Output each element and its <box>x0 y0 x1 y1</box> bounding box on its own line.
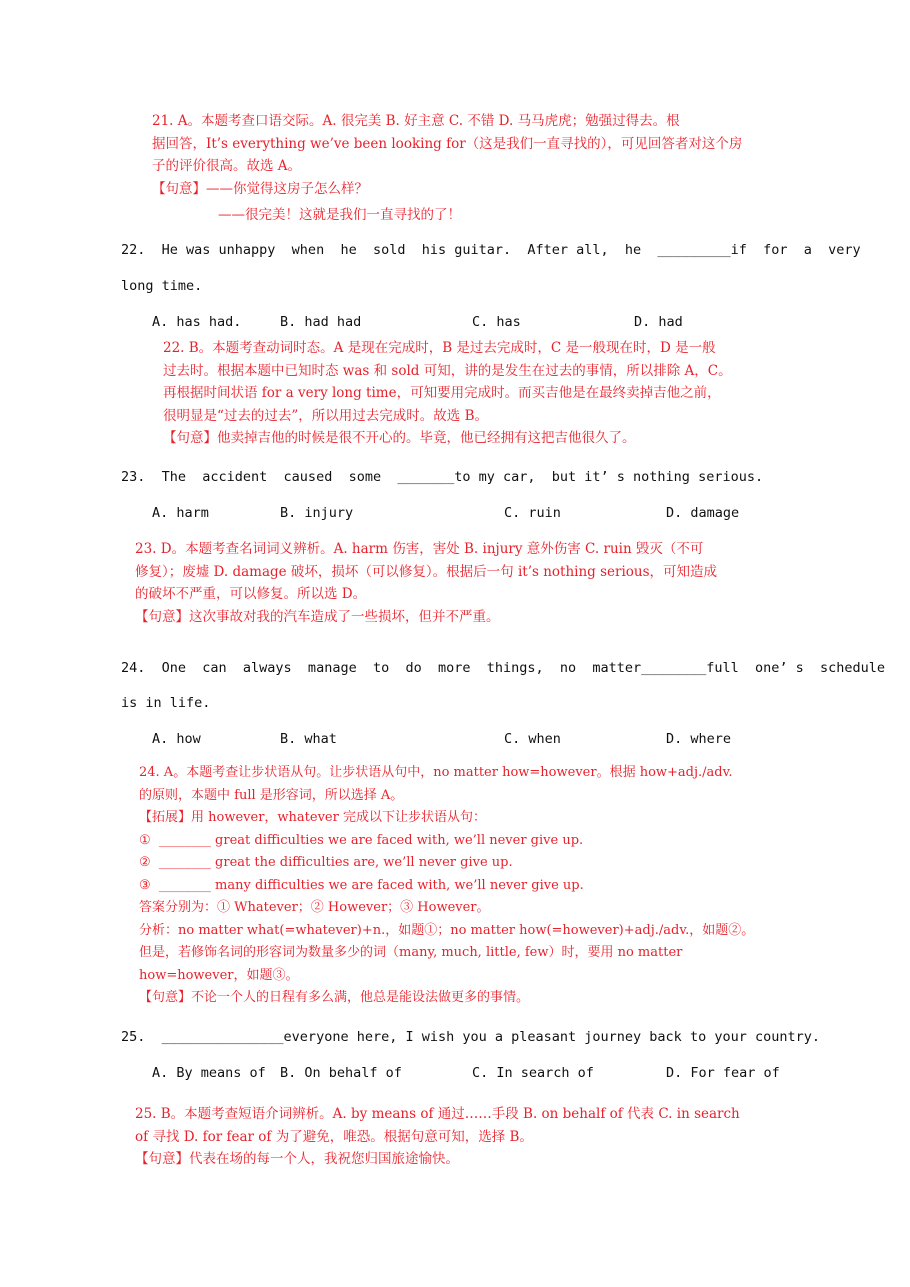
q23-option-b: B. injury <box>280 505 354 521</box>
q22-option-c: C. has <box>472 314 521 330</box>
q22-option-d: D. had <box>634 314 683 330</box>
q24-answers: 答案分别为：① Whatever；② However；③ However。 <box>139 900 490 915</box>
q25-option-d: D. For fear of <box>666 1065 780 1081</box>
q22-option-b: B. had had <box>280 314 362 330</box>
q24-explanation-line: 24. A。本题考查让步状语从句。让步状语从句中，no matter how=however。根据 how+adj./adv. <box>139 765 733 780</box>
q22-explanation-line: 再根据时间状语 for a very long time，可知要用完成时。而买吉他是在最终卖掉吉他之前， <box>163 385 721 401</box>
q24-analysis-line: 但是，若修饰名词的形容词为数量多少的词（many, much, little, few）时，要用 no matter <box>139 945 683 960</box>
q25-options <box>152 1065 812 1085</box>
q21-meaning-reply <box>218 204 461 227</box>
q24-options <box>152 731 812 751</box>
q25-explanation-line: of 寻找 D. for fear of 为了避免，唯恐。根据句意可知，选择 B。 <box>135 1128 533 1145</box>
q24-explanation <box>139 762 754 1010</box>
q25-option-c: C. In search of <box>472 1065 594 1081</box>
q24-exercise-3: ③ ________ many difficulties we are faced with, we’ll never give up. <box>139 877 584 893</box>
q23-meaning: 【句意】这次事故对我的汽车造成了一些损坏，但并不严重。 <box>135 608 500 625</box>
q24-exercise-1: ① ________ great difficulties we are faced with, we’ll never give up. <box>139 832 584 848</box>
q22-explanation-line: 很明显是“过去的过去”，所以用过去完成时。故选 B。 <box>163 407 489 424</box>
q25-explanation <box>135 1103 740 1171</box>
q22-question-line: 22. He was unhappy when he sold his guitar. After all, he _________if for a very <box>121 242 861 258</box>
q21-meaning-line: ——你觉得这房子怎么样？ <box>206 181 368 197</box>
q21-meaning-label: 【句意】 <box>152 181 206 197</box>
q24-option-d: D. where <box>666 731 732 747</box>
q24-meaning: 【句意】不论一个人的日程有多么满，他总是能设法做更多的事情。 <box>139 990 530 1005</box>
q25-option-b: B. On behalf of <box>280 1065 402 1081</box>
q25-meaning: 【句意】代表在场的每一个人，我祝您归国旅途愉快。 <box>135 1151 459 1167</box>
q21-explanation <box>152 110 742 178</box>
q23-explanation-line: 23. D。本题考查名词词义辨析。A. harm 伤害，害处 B. injury 意外伤害 C. ruin 毁灭（不可 <box>135 541 704 557</box>
q23-question-line: 23. The accident caused some _______to my car, but it’ s nothing serious. <box>121 469 764 485</box>
q24-extension-heading: 【拓展】用 however，whatever 完成以下让步状语从句： <box>139 810 486 825</box>
q21-explanation-line: 据回答，It’s everything we’ve been looking for（这是我们一直寻找的），可见回答者对这个房 <box>152 135 743 152</box>
q22-option-a: A. has had. <box>152 314 242 330</box>
q23-option-a: A. harm <box>152 505 209 521</box>
q21-explanation-line: 子的评价很高。故选 A。 <box>152 158 302 174</box>
q23-explanation-line: 的破坏不严重，可以修复。所以选 D。 <box>135 586 367 602</box>
q23-option-c: C. ruin <box>504 505 561 521</box>
q22-explanation-line: 过去时。根据本题中已知时态 was 和 sold 可知，讲的是发生在过去的事情，所以排除 A，C。 <box>163 362 732 379</box>
q25-question-line: 25. _______________everyone here, I wish you a pleasant journey back to your country. <box>121 1029 820 1045</box>
q22-explanation <box>163 337 732 450</box>
q24-question-line: is in life. <box>121 695 211 711</box>
q25-explanation-line: 25. B。本题考查短语介词辨析。A. by means of 通过……手段 B. on behalf of 代表 C. in search <box>135 1106 740 1122</box>
q22-meaning: 【句意】他卖掉吉他的时候是很不开心的。毕竟，他已经拥有这把吉他很久了。 <box>163 430 636 446</box>
q23-options <box>152 505 812 525</box>
q21-meaning-line: ——很完美！这就是我们一直寻找的了！ <box>218 207 461 223</box>
q21-meaning <box>152 178 368 201</box>
q24-option-a: A. how <box>152 731 201 747</box>
q23-explanation-line: 修复）；废墟 D. damage 破坏，损坏（可以修复）。根据后一句 it’s nothing serious，可知造成 <box>135 563 718 580</box>
q24-question-line: 24. One can always manage to do more things, no matter________full one’ s schedule <box>121 660 886 676</box>
q24-exercise-2: ② ________ great the difficulties are, we’ll never give up. <box>139 855 513 870</box>
q22-explanation-line: 22. B。本题考查动词时态。A 是现在完成时，B 是过去完成时，C 是一般现在时，D 是一般 <box>163 340 716 356</box>
q23-explanation <box>135 538 717 628</box>
q24-analysis-line: how=however，如题③。 <box>139 967 299 983</box>
q24-analysis-line: 分析：no matter what(=whatever)+n.，如题①；no matter how(=however)+adj./adv.，如题②。 <box>139 922 755 938</box>
q25-option-a: A. By means of <box>152 1065 266 1081</box>
q22-question-line: long time. <box>121 278 203 294</box>
q24-explanation-line: 的原则，本题中 full 是形容词，所以选择 A。 <box>139 787 404 803</box>
q21-explanation-line: 21. A。本题考查口语交际。A. 很完美 B. 好主意 C. 不错 D. 马马虎虎；勉强过得去。根 <box>152 113 680 129</box>
q24-option-c: C. when <box>504 731 561 747</box>
q24-option-b: B. what <box>280 731 337 747</box>
q22-options <box>152 314 812 334</box>
q23-option-d: D. damage <box>666 505 740 521</box>
